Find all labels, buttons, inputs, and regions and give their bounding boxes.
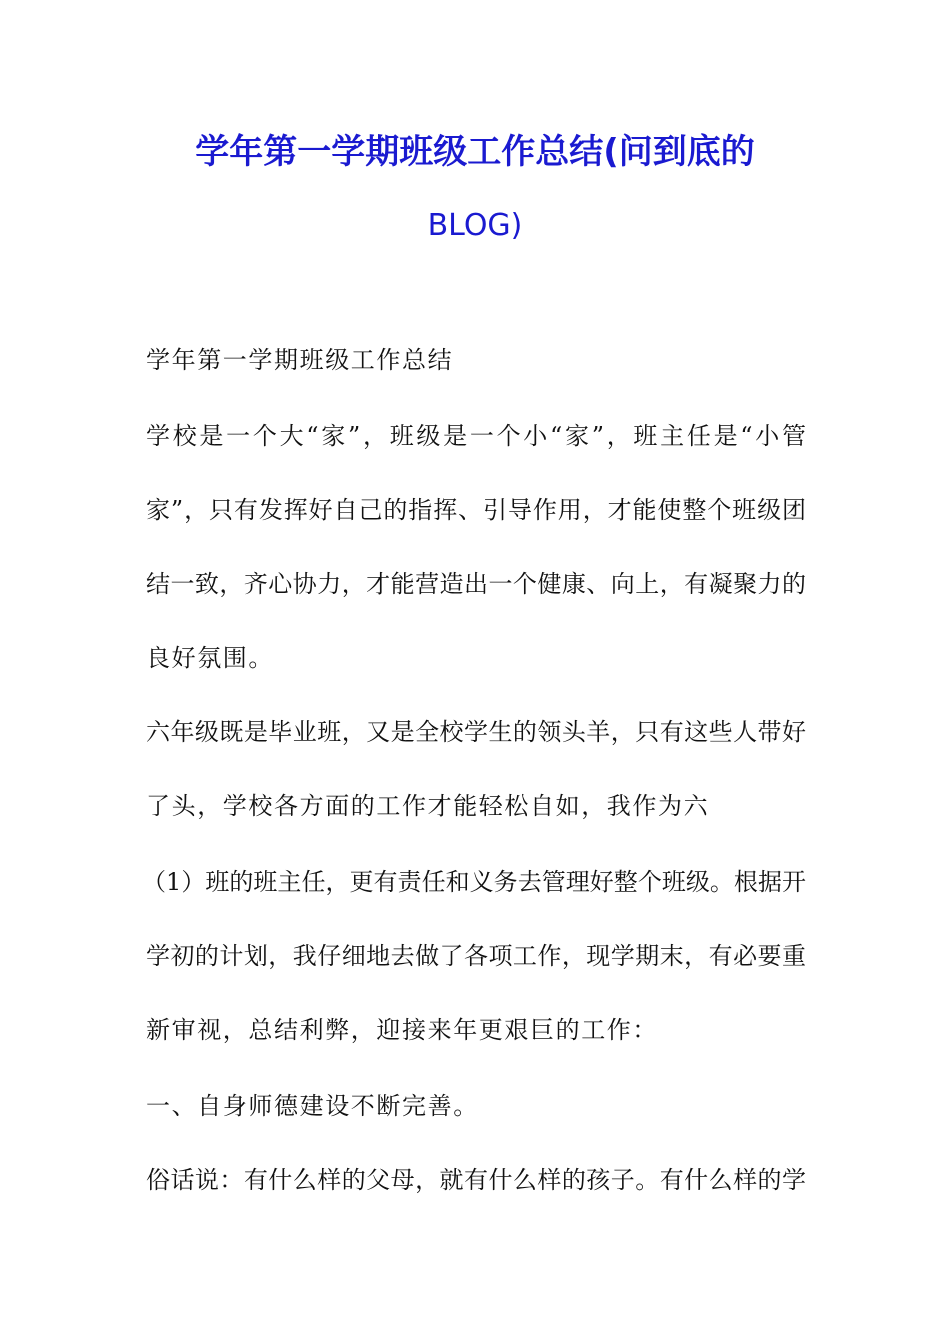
document-title-line-2: BLOG) — [427, 208, 523, 243]
body-line-2: 学校是一个大“家”，班级是一个小“家”，班主任是“小管 — [146, 422, 806, 450]
body-line-11: 一、自身师德建设不断完善。 — [146, 1092, 479, 1120]
body-line-10: 新审视，总结利弊，迎接来年更艰巨的工作： — [146, 1016, 658, 1044]
body-line-6: 六年级既是毕业班，又是全校学生的领头羊，只有这些人带好 — [146, 718, 806, 746]
body-line-4: 结一致，齐心协力，才能营造出一个健康、向上，有凝聚力的 — [146, 570, 806, 598]
body-line-12: 俗话说：有什么样的父母，就有什么样的孩子。有什么样的学 — [146, 1166, 806, 1194]
body-line-5: 良好氛围。 — [146, 644, 274, 672]
body-line-1: 学年第一学期班级工作总结 — [146, 346, 454, 374]
body-line-3: 家”，只有发挥好自己的指挥、引导作用，才能使整个班级团 — [146, 496, 806, 524]
body-line-7: 了头，学校各方面的工作才能轻松自如，我作为六 — [146, 792, 710, 820]
body-line-8: （1）班的班主任，更有责任和义务去管理好整个班级。根据开 — [142, 868, 806, 896]
document-title-line-1: 学年第一学期班级工作总结(问到底的 — [195, 132, 755, 172]
body-line-9: 学初的计划，我仔细地去做了各项工作，现学期末，有必要重 — [146, 942, 806, 970]
